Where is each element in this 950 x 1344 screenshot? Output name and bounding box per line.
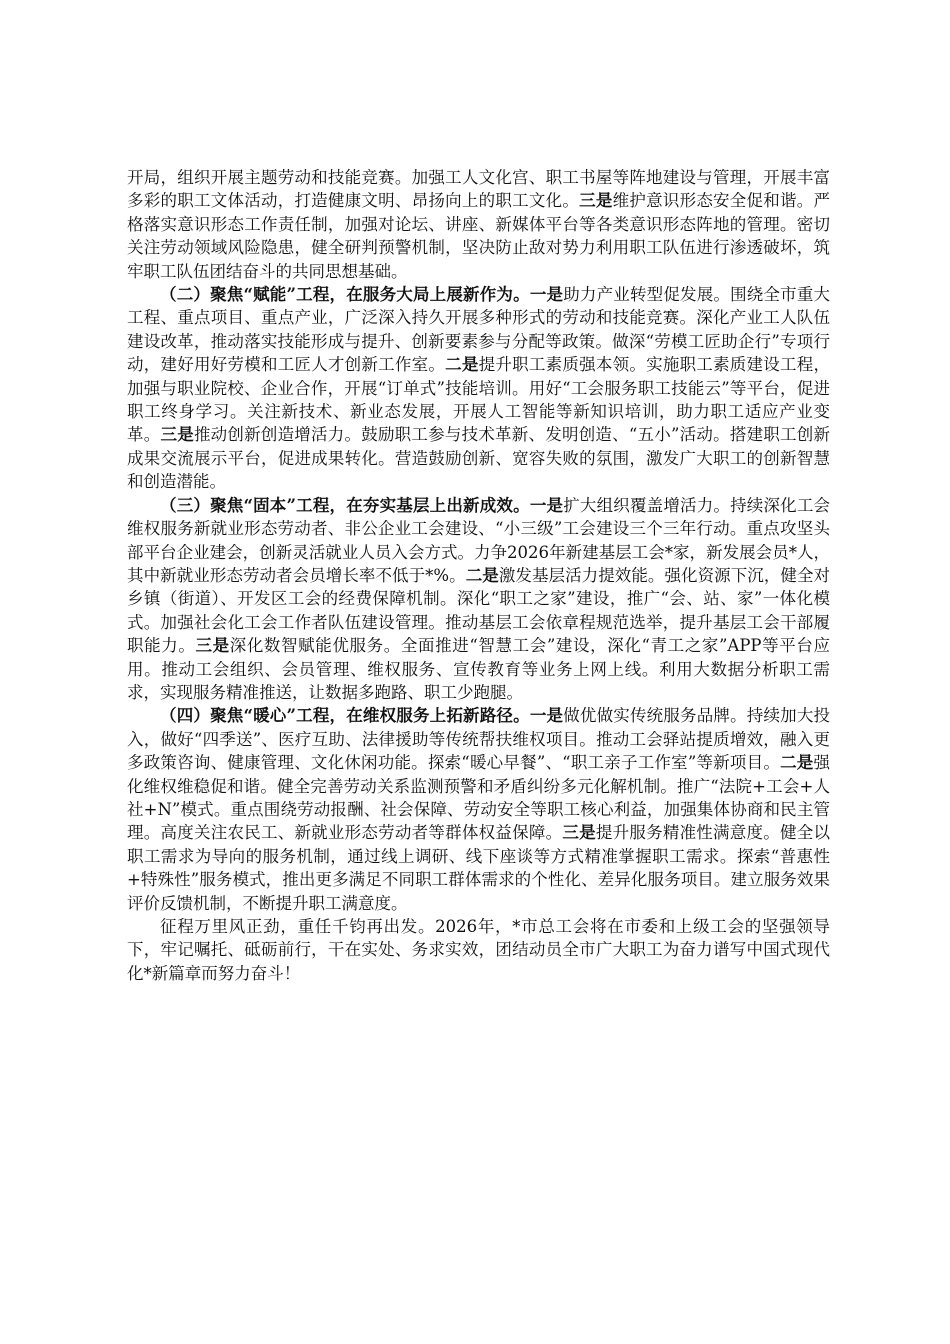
paragraph-section-2 (127, 283, 830, 494)
bold-marker: 一是 (529, 495, 564, 515)
document-page (127, 166, 830, 985)
paragraph-conclusion (127, 915, 830, 985)
text-run: 深化数智赋能优服务。全面推进“智慧工会”建设，深化“青工之家”APP等平台应用。推动工会组织、会员管理、维权服务、宣传教育等业务上网上线。利用大数据分析职工需求，实现服务精准推送，让数据多跑路、职工少跑腿。 (127, 636, 830, 702)
bold-marker: 三是 (579, 191, 613, 211)
text-run: 推动创新创造增活力。鼓励职工参与技术革新、发明创造、“五小”活动。搭建职工创新成果交流展示平台，促进成果转化。营造鼓励创新、宽容失败的氛围，激发广大职工的创新智慧和创造潜能。 (127, 425, 831, 492)
text-run: 征程万里风正劲，重任千钧再出发。2026年，*市总工会将在市委和上级工会的坚强领导下，牢记嘱托、砥砺前行，干在实处、务求实效，团结动员全市广大职工为奋力谱写中国式现代化*新篇章而努力奋斗！ (127, 917, 830, 983)
text-run: 提升职工素质强本领。实施职工素质建设工程，加强与职业院校、企业合作，开展“订单式”技能培训。用好“工会服务职工技能云”等平台，促进职工终身学习。关注新技术、新业态发展，开展人工智能等新知识培训，助力职工适应产业变革。 (127, 355, 831, 445)
text-run: 助力产业转型促发展。围绕全市重大工程、重点项目、重点产业，广泛深入持久开展多种形式的劳动和技能竞赛。深化产业工人队伍建设改革，推动落实技能形成与提升、创新要素参与分配等政策。做深“劳模工匠助企行”专项行动，建好用好劳模和工匠人才创新工作室。 (127, 285, 831, 375)
section-heading: （四）聚焦“暖心”工程，在维权服务上拓新路径。 (160, 706, 530, 726)
bold-marker: 三是 (195, 636, 230, 656)
bold-marker: 二是 (445, 355, 479, 375)
bold-marker: 三是 (160, 425, 194, 445)
section-heading: （三）聚焦“固本”工程，在夯实基层上出新成效。 (160, 495, 530, 515)
text-run: 提升服务精准性满意度。健全以职工需求为导向的服务机制，通过线上调研、线下座谈等方式精准掌握职工需求。探索“普惠性+特殊性”服务模式，推出更多满足不同职工群体需求的个性化、差异化服务项目。建立服务效果评价反馈机制，不断提升职工满意度。 (127, 823, 831, 913)
text-run: 做优做实传统服务品牌。持续加大投入，做好“四季送”、医疗互助、法律援助等传统帮扶维权项目。推动工会驿站提质增效，融入更多政策咨询、健康管理、文化休闲功能。探索“暖心早餐”、“职工亲子工作室”等新项目。 (127, 706, 831, 773)
text-run: 维护意识形态安全促和谐。严格落实意识形态工作责任制，加强对论坛、讲座、新媒体平台等各类意识形态阵地的管理。密切关注劳动领域风险隐患，健全研判预警机制，坚决防止敌对势力利用职工队伍进行渗透破坏，筑牢职工队伍团结奋斗的共同思想基础。 (127, 191, 831, 281)
text-run: 激发基层活力提效能。强化资源下沉，健全对乡镇（街道）、开发区工会的经费保障机制。深化“职工之家”建设，推广“会、站、家”一体化模式。加强社会化工会工作者队伍建设管理。推动基层工会依章程规范选举，提升基层工会干部履职能力。 (127, 565, 830, 656)
bold-marker: 一是 (529, 706, 564, 726)
bold-marker: 三是 (562, 823, 596, 843)
bold-marker: 二是 (780, 753, 814, 773)
paragraph-section-4 (127, 704, 830, 915)
text-run: 扩大组织覆盖增活力。持续深化工会维权服务新就业形态劳动者、非公企业工会建设、“小三级”工会建设三个三年行动。重点攻坚头部平台企业建会，创新灵活就业人员入会方式。力争2026年新建基层工会*家，新发展会员*人，其中新就业形态劳动者会员增长率不低于*%。 (127, 495, 831, 585)
bold-marker: 二是 (465, 565, 499, 585)
bold-marker: 一是 (529, 285, 564, 305)
paragraph-section-3 (127, 494, 830, 705)
text-run: 强化维权维稳促和谐。健全完善劳动关系监测预警和矛盾纠纷多元化解机制。推广“法院+工会+人社+N”模式。重点围绕劳动报酬、社会保障、劳动安全等职工核心利益，加强集体协商和民主管理。高度关注农民工、新就业形态劳动者等群体权益保障。 (127, 753, 830, 843)
section-heading: （二）聚焦“赋能”工程，在服务大局上展新作为。 (160, 285, 530, 305)
paragraph-continuation (127, 166, 830, 283)
text-run: 开局，组织开展主题劳动和技能竞赛。加强工人文化宫、职工书屋等阵地建设与管理，开展丰富多彩的职工文体活动，打造健康文明、昂扬向上的职工文化。 (127, 168, 830, 211)
